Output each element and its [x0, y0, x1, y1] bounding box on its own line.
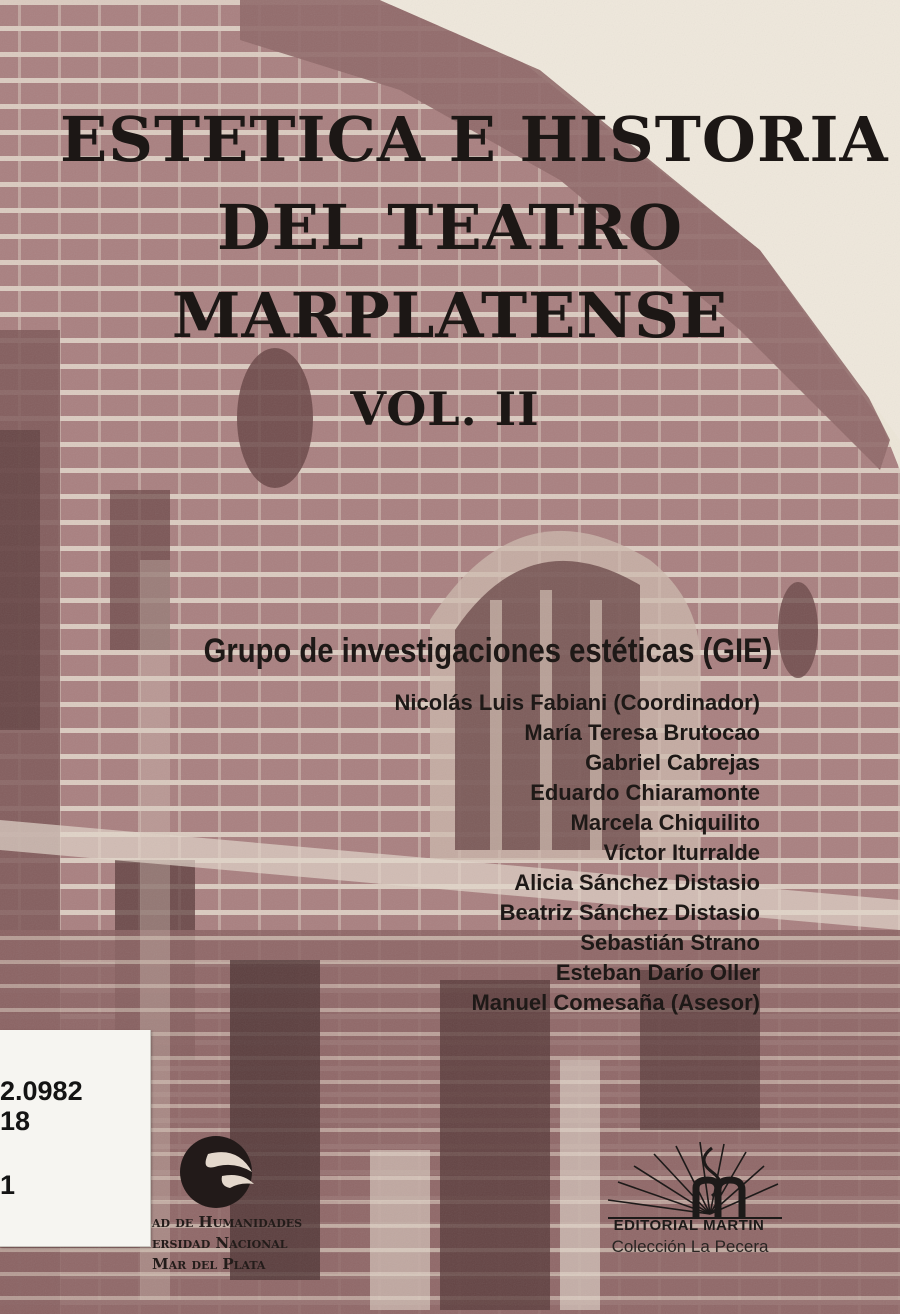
author-item: Marcela Chiquilito: [570, 810, 760, 835]
author-item: Esteban Darío Oller: [555, 960, 760, 985]
author-item: Manuel Comesaña (Asesor): [471, 990, 760, 1015]
call-number-line-1: 2.0982: [0, 1076, 83, 1106]
publisher-logo-icon: [600, 1140, 790, 1220]
title-line-3: MARPLATENSE: [171, 279, 729, 352]
title-line-2: DEL TEATRO: [217, 191, 683, 264]
title-line-1: ESTETICA E HISTORIA: [60, 103, 889, 176]
author-list: [395, 688, 760, 1018]
publisher-name: EDITORIAL MARTIN: [613, 1217, 765, 1234]
library-call-number-label: [0, 1030, 151, 1247]
author-item: Sebastián Strano: [580, 930, 760, 955]
book-title: [60, 96, 889, 360]
research-group: Grupo de investigaciones estéticas (GIE): [203, 632, 772, 670]
institution-line-2: ersidad Nacional: [152, 1234, 288, 1252]
author-item: Víctor Iturralde: [603, 840, 760, 865]
author-item: Gabriel Cabrejas: [585, 750, 760, 775]
institution-line-1: ad de Humanidades: [152, 1213, 303, 1231]
volume-label: VOL. II: [350, 382, 540, 436]
publisher-collection: Colección La Pecera: [611, 1237, 769, 1256]
author-item: Beatriz Sánchez Distasio: [499, 900, 760, 925]
author-item: Eduardo Chiaramonte: [530, 780, 760, 805]
call-number-line-3: 1: [0, 1170, 16, 1200]
institution-name: [152, 1212, 302, 1275]
institution-line-3: Mar del Plata: [152, 1255, 266, 1273]
author-item: Alicia Sánchez Distasio: [514, 870, 760, 895]
call-number-line-2: 18: [0, 1106, 31, 1136]
faculty-logo-icon: [178, 1132, 258, 1212]
author-item: María Teresa Brutocao: [524, 720, 760, 745]
author-item: Nicolás Luis Fabiani (Coordinador): [394, 690, 760, 715]
